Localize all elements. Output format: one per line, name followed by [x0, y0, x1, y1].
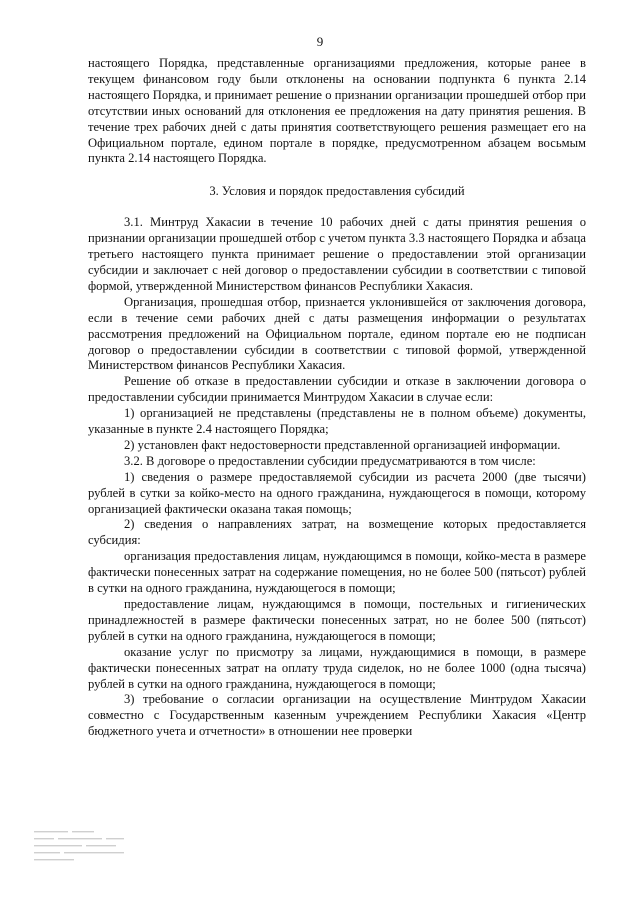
section-title: 3. Условия и порядок предоставления субсидий — [209, 184, 465, 199]
cost-item-bedding: предоставление лицам, нуждающимся в помощи, постельных и гигиенических принадлежностей в размере фактически понесенных затрат, но не более 500 (пятьсот) рублей в сутки на одного гражданина, нуждающегося в помощи; — [88, 597, 586, 643]
list-item-refusal-2: 2) установлен факт недостоверности представленной организацией информации. — [124, 437, 561, 452]
page-number: 9 — [316, 34, 324, 49]
list-item-agreement-3: 3) требование о согласии организации на осуществление Минтрудом Хакасии совместно с Государственным казенным учреждением Республики Хакасия «Центр бюджетного учета и отчетности» в отношении нее проверки — [88, 692, 586, 739]
paragraph-refusal: Решение об отказе в предоставлении субсидии и отказе в заключении договора о предоставлении субсидии принимается Минтрудом Хакасии в случае если: — [88, 374, 586, 405]
document-body — [88, 56, 586, 740]
list-item-agreement-1: 1) сведения о размере предоставляемой субсидии из расчета 2000 (две тысячи) рублей в сутки за койко-место на одного гражданина, нуждающегося в помощи, которому организацией фактически оказана такая помощь; — [88, 469, 586, 516]
list-item-agreement-2: 2) сведения о направлениях затрат, на возмещение которых предоставляется субсидия: — [88, 517, 586, 548]
cost-item-care: оказание услуг по присмотру за лицами, нуждающимися в помощи, в размере фактически понесенных затрат на оплату труда сиделок, но не более 1000 (одна тысяча) рублей в сутки на одного гражданина, нуждающегося в помощи; — [88, 644, 586, 691]
faded-stamp-mark — [32, 828, 136, 862]
cost-item-bed: организация предоставления лицам, нуждающимся в помощи, койко-места в размере фактически понесенных затрат на содержание помещения, но не более 500 (пятьсот) рублей в сутки на одного гражданина, нуждающегося в помощи; — [88, 549, 586, 596]
paragraph-continuation: настоящего Порядка, представленные организациями предложения, которые ранее в текущем финансовом году были отклонены на основании подпункта 6 пункта 2.14 настоящего Порядка, и принимает решение о признании организации прошедшей отбор при отсутствии иных оснований для отклонения ее предложения на дату принятия решения. В течение трех рабочих дней с даты принятия соответствующего решения размещает его на Официальном портале, едином портале в порядке, предусмотренном абзацем восьмым пункта 2.14 настоящего Порядка. — [88, 56, 586, 166]
paragraph-evasion: Организация, прошедшая отбор, признается уклонившейся от заключения договора, если в течение семи рабочих дней с даты размещения информации о результатах рассмотрения предложений на Официальном портале, едином портале ею не подписан договор о предоставлении субсидии в соответствии с типовой формой, утвержденной Министерством финансов Республики Хакасия. — [88, 294, 586, 373]
paragraph-3-2: 3.2. В договоре о предоставлении субсидии предусматриваются в том числе: — [124, 453, 536, 468]
list-item-refusal-1: 1) организацией не представлены (представлены не в полном объеме) документы, указанные в пункте 2.4 настоящего Порядка; — [88, 406, 586, 437]
paragraph-3-1: 3.1. Минтруд Хакасии в течение 10 рабочих дней с даты принятия решения о признании организации прошедшей отбор с учетом пункта 3.3 настоящего Порядка и абзаца третьего настоящего пункта принимает решение о предоставлении этой организации субсидии и заключает с ней договор о предоставлении субсидии в соответствии с типовой формой, утвержденной Министерством финансов Республики Хакасия. — [88, 215, 586, 293]
